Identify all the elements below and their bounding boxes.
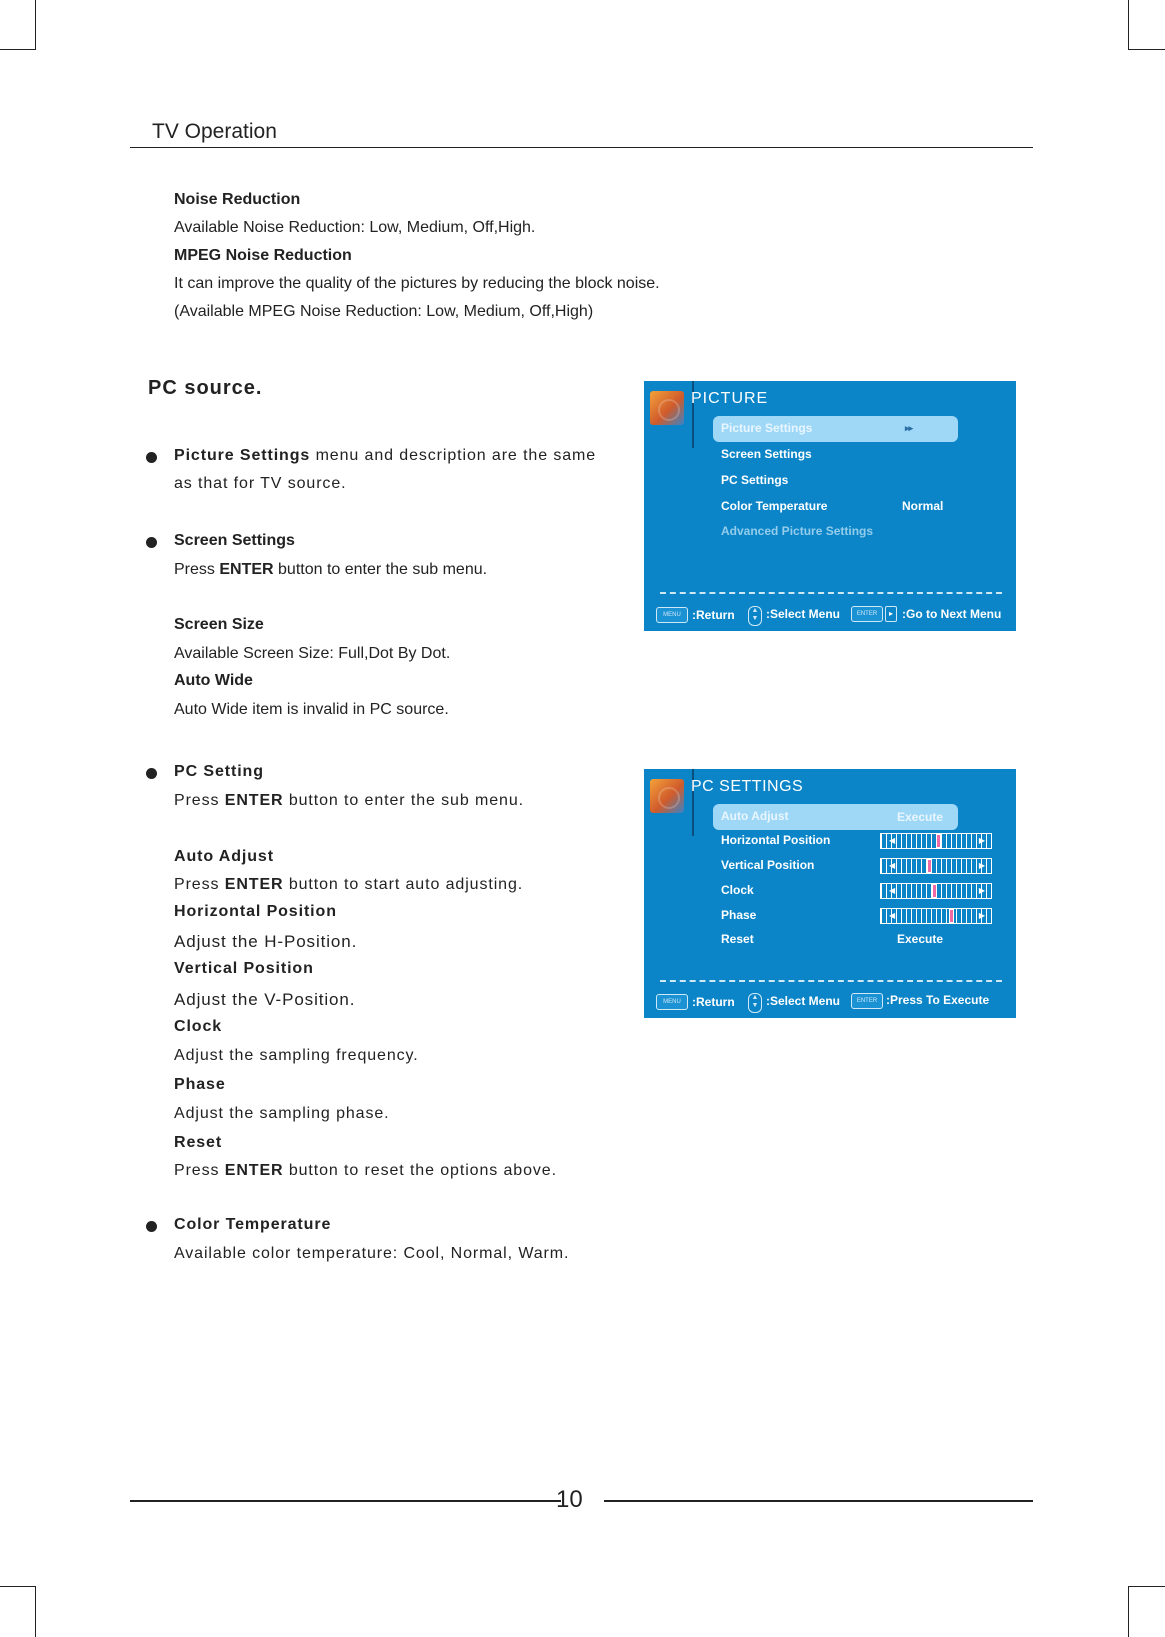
double-chevron-right-icon: ▸▸ xyxy=(905,423,913,433)
screen-size-title: Screen Size xyxy=(174,616,264,633)
clock-title: Clock xyxy=(174,1018,223,1035)
bullet xyxy=(146,537,157,548)
slider-thumb[interactable] xyxy=(936,834,941,848)
press-word: Press xyxy=(174,876,225,893)
crop-mark xyxy=(1128,1586,1129,1637)
enter-key-icon: ENTER xyxy=(851,993,883,1009)
osd-item-color-temperature[interactable]: Color Temperature xyxy=(721,499,828,513)
phase-title: Phase xyxy=(174,1076,226,1093)
mpeg-noise-reduction-options: (Available MPEG Noise Reduction: Low, Medium, Off,High) xyxy=(174,303,594,320)
right-arrow-key-icon: ▸ xyxy=(885,606,897,622)
up-down-icon: ▲ ▼ xyxy=(748,993,762,1013)
auto-adjust-text xyxy=(174,876,523,894)
pc-setting-title: PC Setting xyxy=(174,763,264,780)
osd-pc-settings-menu xyxy=(644,769,1016,1018)
enter-submenu-text: button to enter the sub menu. xyxy=(273,561,488,578)
select-menu-hint: :Select Menu xyxy=(766,607,841,621)
osd-item-picture-settings[interactable]: Picture Settings xyxy=(721,421,813,435)
bullet xyxy=(146,1221,157,1232)
return-hint: :Return xyxy=(692,995,735,1009)
screen-size-text: Available Screen Size: Full,Dot By Dot. xyxy=(174,645,451,662)
clock-text: Adjust the sampling frequency. xyxy=(174,1047,419,1064)
header-divider xyxy=(130,147,1033,148)
crop-mark xyxy=(1128,0,1129,50)
bullet xyxy=(146,768,157,779)
footer-divider xyxy=(660,592,1002,594)
hpos-title: Horizontal Position xyxy=(174,903,337,920)
osd-pc-title: PC SETTINGS xyxy=(691,778,804,795)
slider-thumb[interactable] xyxy=(932,884,937,898)
osd-item-reset[interactable]: Reset xyxy=(721,932,754,946)
enter-submenu-text: button to enter the sub menu. xyxy=(283,792,524,809)
vpos-title: Vertical Position xyxy=(174,960,314,977)
slider-thumb[interactable] xyxy=(927,859,932,873)
screen-settings-text xyxy=(174,561,487,579)
phase-text: Adjust the sampling phase. xyxy=(174,1105,390,1122)
pc-source-title: PC source. xyxy=(148,377,263,399)
enter-word: ENTER xyxy=(219,561,274,578)
crop-mark xyxy=(35,1586,36,1637)
hpos-text: Adjust the H-Position. xyxy=(174,932,358,951)
menu-logo-icon xyxy=(650,391,684,425)
color-temp-text: Available color temperature: Cool, Normal, Warm. xyxy=(174,1245,570,1262)
crop-mark xyxy=(1128,49,1165,50)
noise-reduction-title: Noise Reduction xyxy=(174,191,301,208)
osd-item-pc-settings[interactable]: PC Settings xyxy=(721,473,789,487)
osd-item-advanced-picture-settings[interactable]: Advanced Picture Settings xyxy=(721,524,874,538)
footer-rule-right xyxy=(604,1500,1033,1502)
enter-word: ENTER xyxy=(224,876,284,893)
reset-value: Execute xyxy=(897,932,944,946)
picture-settings-desc: menu and description are the same xyxy=(310,447,597,464)
clock-slider[interactable]: ◀ ▶ xyxy=(880,883,992,899)
noise-reduction-text: Available Noise Reduction: Low, Medium, Off,High. xyxy=(174,219,536,236)
picture-settings-term: Picture Settings xyxy=(174,447,311,464)
screen-settings-title: Screen Settings xyxy=(174,532,295,549)
osd-item-horizontal-position[interactable]: Horizontal Position xyxy=(721,833,831,847)
crop-mark xyxy=(0,1586,36,1587)
osd-item-screen-settings[interactable]: Screen Settings xyxy=(721,447,812,461)
bullet xyxy=(146,452,157,463)
page-number: 10 xyxy=(556,1486,583,1513)
return-hint: :Return xyxy=(692,608,735,622)
press-to-execute-hint: :Press To Execute xyxy=(886,993,990,1007)
picture-settings-line xyxy=(174,447,596,465)
enter-key-icon: ENTER xyxy=(851,606,883,622)
enter-word: ENTER xyxy=(224,1162,284,1179)
press-word: Press xyxy=(174,1162,225,1179)
horizontal-position-slider[interactable]: ◀ ▶ xyxy=(880,833,992,849)
reset-title: Reset xyxy=(174,1134,223,1151)
osd-picture-title: PICTURE xyxy=(691,390,769,407)
osd-item-clock[interactable]: Clock xyxy=(721,883,754,897)
press-word: Press xyxy=(174,792,225,809)
auto-wide-title: Auto Wide xyxy=(174,672,253,689)
reset-text xyxy=(174,1162,557,1180)
page-header-title: TV Operation xyxy=(152,120,277,143)
color-temp-title: Color Temperature xyxy=(174,1216,332,1233)
picture-settings-line2: as that for TV source. xyxy=(174,475,347,492)
enter-word: ENTER xyxy=(224,792,284,809)
auto-adjust-desc: button to start auto adjusting. xyxy=(283,876,524,893)
vpos-text: Adjust the V-Position. xyxy=(174,990,356,1009)
up-down-icon: ▲ ▼ xyxy=(748,606,762,626)
color-temperature-value: Normal xyxy=(902,499,944,513)
pc-setting-text xyxy=(174,792,524,810)
crop-mark xyxy=(0,49,36,50)
auto-adjust-value: Execute xyxy=(897,810,944,824)
crop-mark xyxy=(1128,1586,1165,1587)
press-word: Press xyxy=(174,561,220,578)
osd-item-vertical-position[interactable]: Vertical Position xyxy=(721,858,815,872)
crop-mark xyxy=(35,0,36,50)
mpeg-noise-reduction-text: It can improve the quality of the pictures by reducing the block noise. xyxy=(174,275,660,292)
osd-picture-menu xyxy=(644,381,1016,631)
reset-desc: button to reset the options above. xyxy=(283,1162,557,1179)
next-menu-hint: :Go to Next Menu xyxy=(902,607,1002,621)
auto-wide-text: Auto Wide item is invalid in PC source. xyxy=(174,701,449,718)
slider-thumb[interactable] xyxy=(949,909,954,923)
osd-item-auto-adjust[interactable]: Auto Adjust xyxy=(721,809,789,823)
osd-item-phase[interactable]: Phase xyxy=(721,908,757,922)
mpeg-noise-reduction-title: MPEG Noise Reduction xyxy=(174,247,352,264)
select-menu-hint: :Select Menu xyxy=(766,994,841,1008)
menu-key-icon: MENU xyxy=(656,607,688,623)
menu-key-icon: MENU xyxy=(656,994,688,1010)
phase-slider[interactable]: ◀ ▶ xyxy=(880,908,992,924)
menu-logo-icon xyxy=(650,779,684,813)
footer-rule-left xyxy=(130,1500,561,1502)
auto-adjust-title: Auto Adjust xyxy=(174,848,274,865)
footer-divider xyxy=(660,980,1002,982)
vertical-position-slider[interactable]: ◀ ▶ xyxy=(880,858,992,874)
